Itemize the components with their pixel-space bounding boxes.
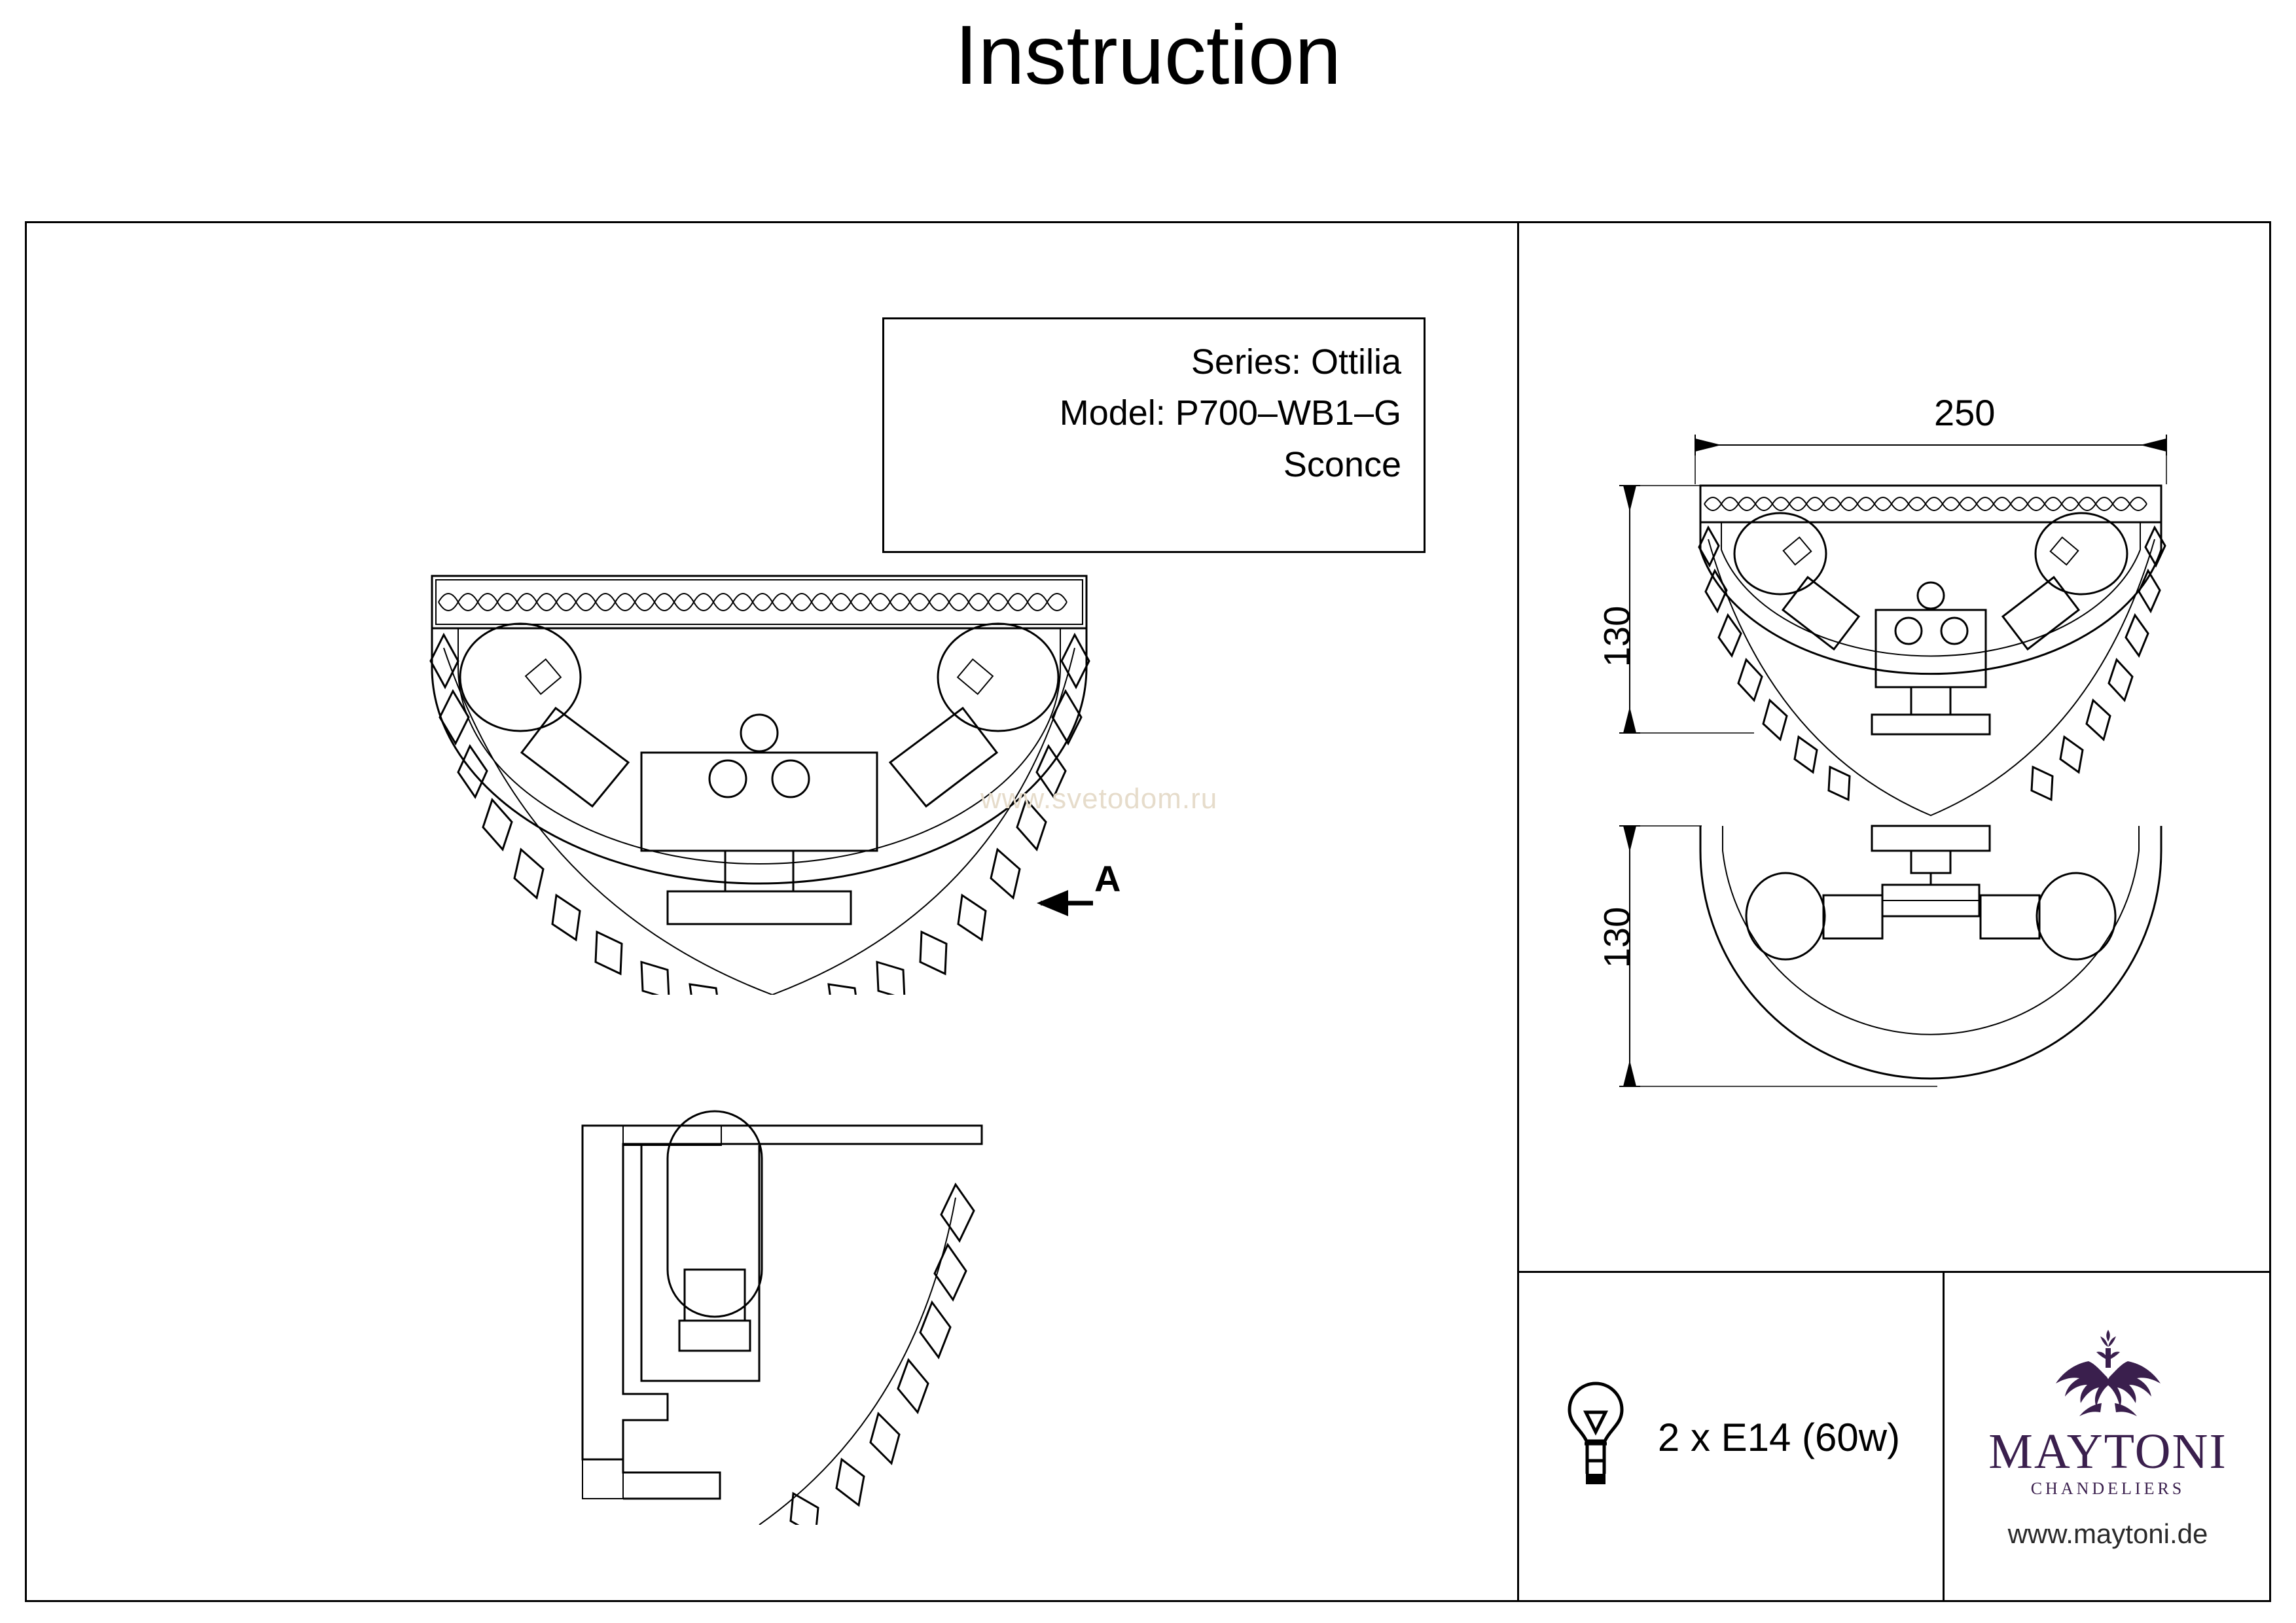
dimension-height-130-front: 130 <box>1596 605 1638 668</box>
lamp-spec-box <box>1517 1273 1943 1602</box>
page-title: Instruction <box>954 9 1342 102</box>
info-series: Series: Ottilia <box>1191 342 1401 382</box>
brand-name: MAYTONI <box>1988 1423 2227 1479</box>
light-bulb-icon <box>1560 1376 1632 1500</box>
bottom-plan-drawing <box>1590 812 2245 1113</box>
dimension-height-130-plan: 130 <box>1596 906 1638 969</box>
maytoni-crest-icon <box>2023 1326 2193 1424</box>
dimension-width-250: 250 <box>1934 392 1996 433</box>
info-model: Model: P700–WB1–G <box>1059 393 1401 433</box>
watermark-text: www.svetodom.ru <box>980 783 1218 815</box>
product-info-box <box>882 317 1426 553</box>
lamp-spec-text: 2 x E14 (60w) <box>1657 1416 1901 1459</box>
callout-label-a: A <box>1094 858 1121 899</box>
sconce-front-perspective-drawing <box>367 537 1139 995</box>
info-type: Sconce <box>1283 444 1401 484</box>
sconce-side-section-drawing <box>563 1106 1021 1525</box>
front-elevation-drawing <box>1590 406 2245 838</box>
brand-url[interactable]: www.maytoni.de <box>2007 1518 2208 1549</box>
brand-subtitle: CHANDELIERS <box>2030 1478 2185 1498</box>
callout-arrow-a <box>1037 890 1093 916</box>
brand-logo-box <box>1945 1273 2271 1602</box>
